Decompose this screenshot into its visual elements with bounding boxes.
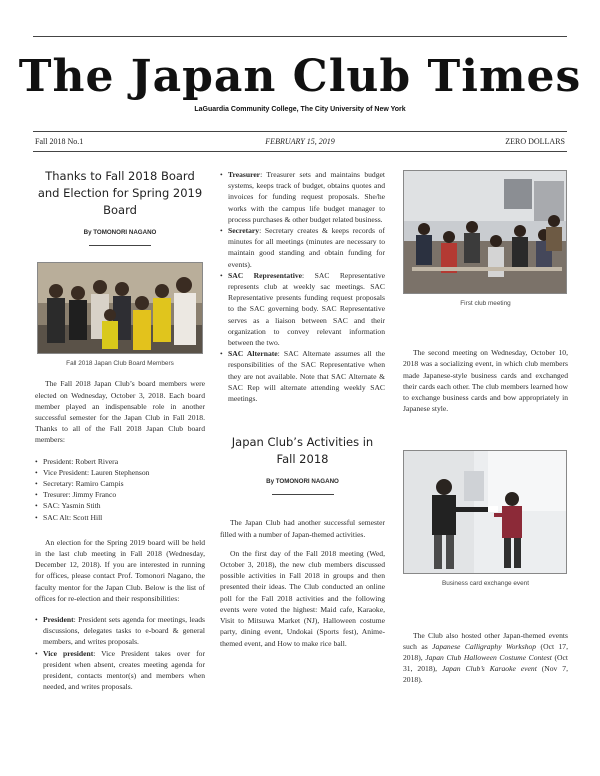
article1-byline: By TOMONORI NAGANO <box>83 229 157 236</box>
list-item: • SAC: Yasmin Stith <box>35 500 205 511</box>
list-item <box>220 169 385 225</box>
issue-top-rule <box>33 131 567 132</box>
list-item <box>220 270 385 348</box>
issue-number: Fall 2018 No.1 <box>35 137 84 146</box>
event-date: (Nov 7, 2018). <box>403 664 568 685</box>
list-item: • Vice President: Lauren Stephenson <box>35 467 205 478</box>
event-name: Japan Club Halloween Costume Contest <box>425 653 552 663</box>
event-name: Japanese Calligraphy Workshop <box>432 641 537 651</box>
role-description: : Treasurer sets and maintains budget systems, keeps track of budget, obtains quotes and invoices for funding request proposals. She/he works with the campus life budget manager to process purchases & other budget related business. <box>228 170 385 224</box>
role-term: Treasurer <box>228 170 261 179</box>
role-description: : SAC Alternate assumes all the responsibilities of the SAC Representative when they are not available. Note that SAC Alternate & SAC Rep will alternate attending weekly SAC meetings. <box>228 349 385 404</box>
list-item: • Tresurer: Jimmy Franco <box>35 489 205 500</box>
role-term: Secretary <box>228 226 260 236</box>
issue-bottom-rule <box>33 151 567 152</box>
list-item: • President: Robert Rivera <box>35 456 205 467</box>
role-description: : Vice President takes over for president when absent, creates meeting agenda for president, contacts mentor(s) and members when needed, and writes proposals. <box>43 648 205 692</box>
list-item <box>220 348 385 404</box>
first-meeting-caption: First club meeting <box>460 300 511 307</box>
board-members-list <box>35 456 205 523</box>
column-1 <box>35 162 205 692</box>
role-description: : SAC Representative represents club at weekly sac meetings. SAC Representative presents funding request proposals to the SAC governing body. SAC Representative serves as a liaison between SAC and their organization to convey relevant information between the two. <box>228 270 385 348</box>
list-item <box>35 648 205 693</box>
paragraph-text: The Club also hosted other Japan-themed events such as <box>403 630 568 651</box>
article1-paragraph-2: An election for the Spring 2019 board will be held in the last club meeting in Fall 2018 (Wednesday, December 12, 2018). If you are interested in running for offices, please contact Prof. Tomonori Nagano, the faculty mentor for the Japan Club. Below is the list of offices for re-election and their responsibilities: <box>35 537 205 603</box>
role-term: President <box>43 615 74 625</box>
article2-headline: Japan Club’s Activities in Fall 2018 <box>231 435 374 467</box>
list-item <box>35 614 205 648</box>
article2-paragraph-1: The Japan Club had another successful semester filled with a number of Japan-themed activities. <box>220 518 385 539</box>
event-date: (Oct 17, 2018), <box>403 641 568 663</box>
board-photo-caption: Fall 2018 Japan Club Board Members <box>66 360 174 368</box>
top-rule <box>33 36 567 37</box>
issue-date: FEBRUARY 15, 2019 <box>265 137 335 146</box>
first-meeting-photo <box>403 170 567 294</box>
article2-paragraph-3: The second meeting on Wednesday, October 10, 2018 was a socializing event, in which club members made Japanese-style business cards and exchanged their cards each other. The club members learned how to exchange business cards and bow appropriately in Japanese style. <box>403 348 568 414</box>
offices-list-part-2 <box>220 169 385 404</box>
newspaper-title: The Japan Club Times <box>18 51 582 102</box>
newspaper-subtitle: LaGuardia Community College, The City University of New York <box>194 106 406 113</box>
list-item: • Secretary: Ramiro Campis <box>35 478 205 489</box>
article1-headline: Thanks to Fall 2018 Board and Election for Spring 2019 Board <box>37 169 203 217</box>
issue-info-row <box>35 137 565 149</box>
role-term: SAC Alternate <box>228 349 278 359</box>
issue-price: ZERO DOLLARS <box>505 137 565 146</box>
role-term: SAC Representative <box>228 270 303 280</box>
list-item <box>220 225 385 270</box>
column-3 <box>403 162 568 686</box>
list-item: • SAC Alt: Scott Hill <box>35 512 205 523</box>
article2-paragraph-4 <box>403 630 568 686</box>
article1-paragraph-1: The Fall 2018 Japan Club’s board members were elected on Wednesday, October 3, 2018. Each board member played an indispensable role in another successful semester for the Japan Club in Fall 2018. Thanks to all of the Fall 2018 Japan Club board members: <box>35 379 205 445</box>
column-2 <box>220 162 385 649</box>
article2-byline: By TOMONORI NAGANO <box>266 478 339 486</box>
board-members-photo <box>37 262 203 354</box>
byline-divider <box>272 494 334 495</box>
offices-list-part-1 <box>35 614 205 692</box>
event-date: (Oct 31, 2018), <box>403 653 568 674</box>
role-description: : President sets agenda for meetings, leads discussions, delegates tasks to e-board & general members, and writes proposals. <box>43 615 205 647</box>
event-name: Japan Club’s Karaoke event <box>441 664 537 674</box>
article2-paragraph-2: On the first day of the Fall 2018 meeting (Wed, October 3, 2018), the new club members discussed possible activities in Fall 2018 in groups and then presented their ideas. The Club conducted an online poll for the Fall 2018 activities and the following events were voted the highest: Maid cafe, Karaoke, Visit to Mitsuwa Market (NJ), Halloween costume party, dining event, Undokai (Sports fest), Anime-themed event, and How to make rice ball. <box>220 548 385 648</box>
byline-divider <box>89 245 151 246</box>
role-term: Vice president <box>43 648 94 658</box>
role-description: : Secretary creates & keeps records of minutes for all meetings (minutes are necessary to maintain good standing and obtain funding for events). <box>228 226 385 269</box>
business-card-caption: Business card exchange event <box>441 580 530 588</box>
business-card-photo <box>403 450 567 574</box>
